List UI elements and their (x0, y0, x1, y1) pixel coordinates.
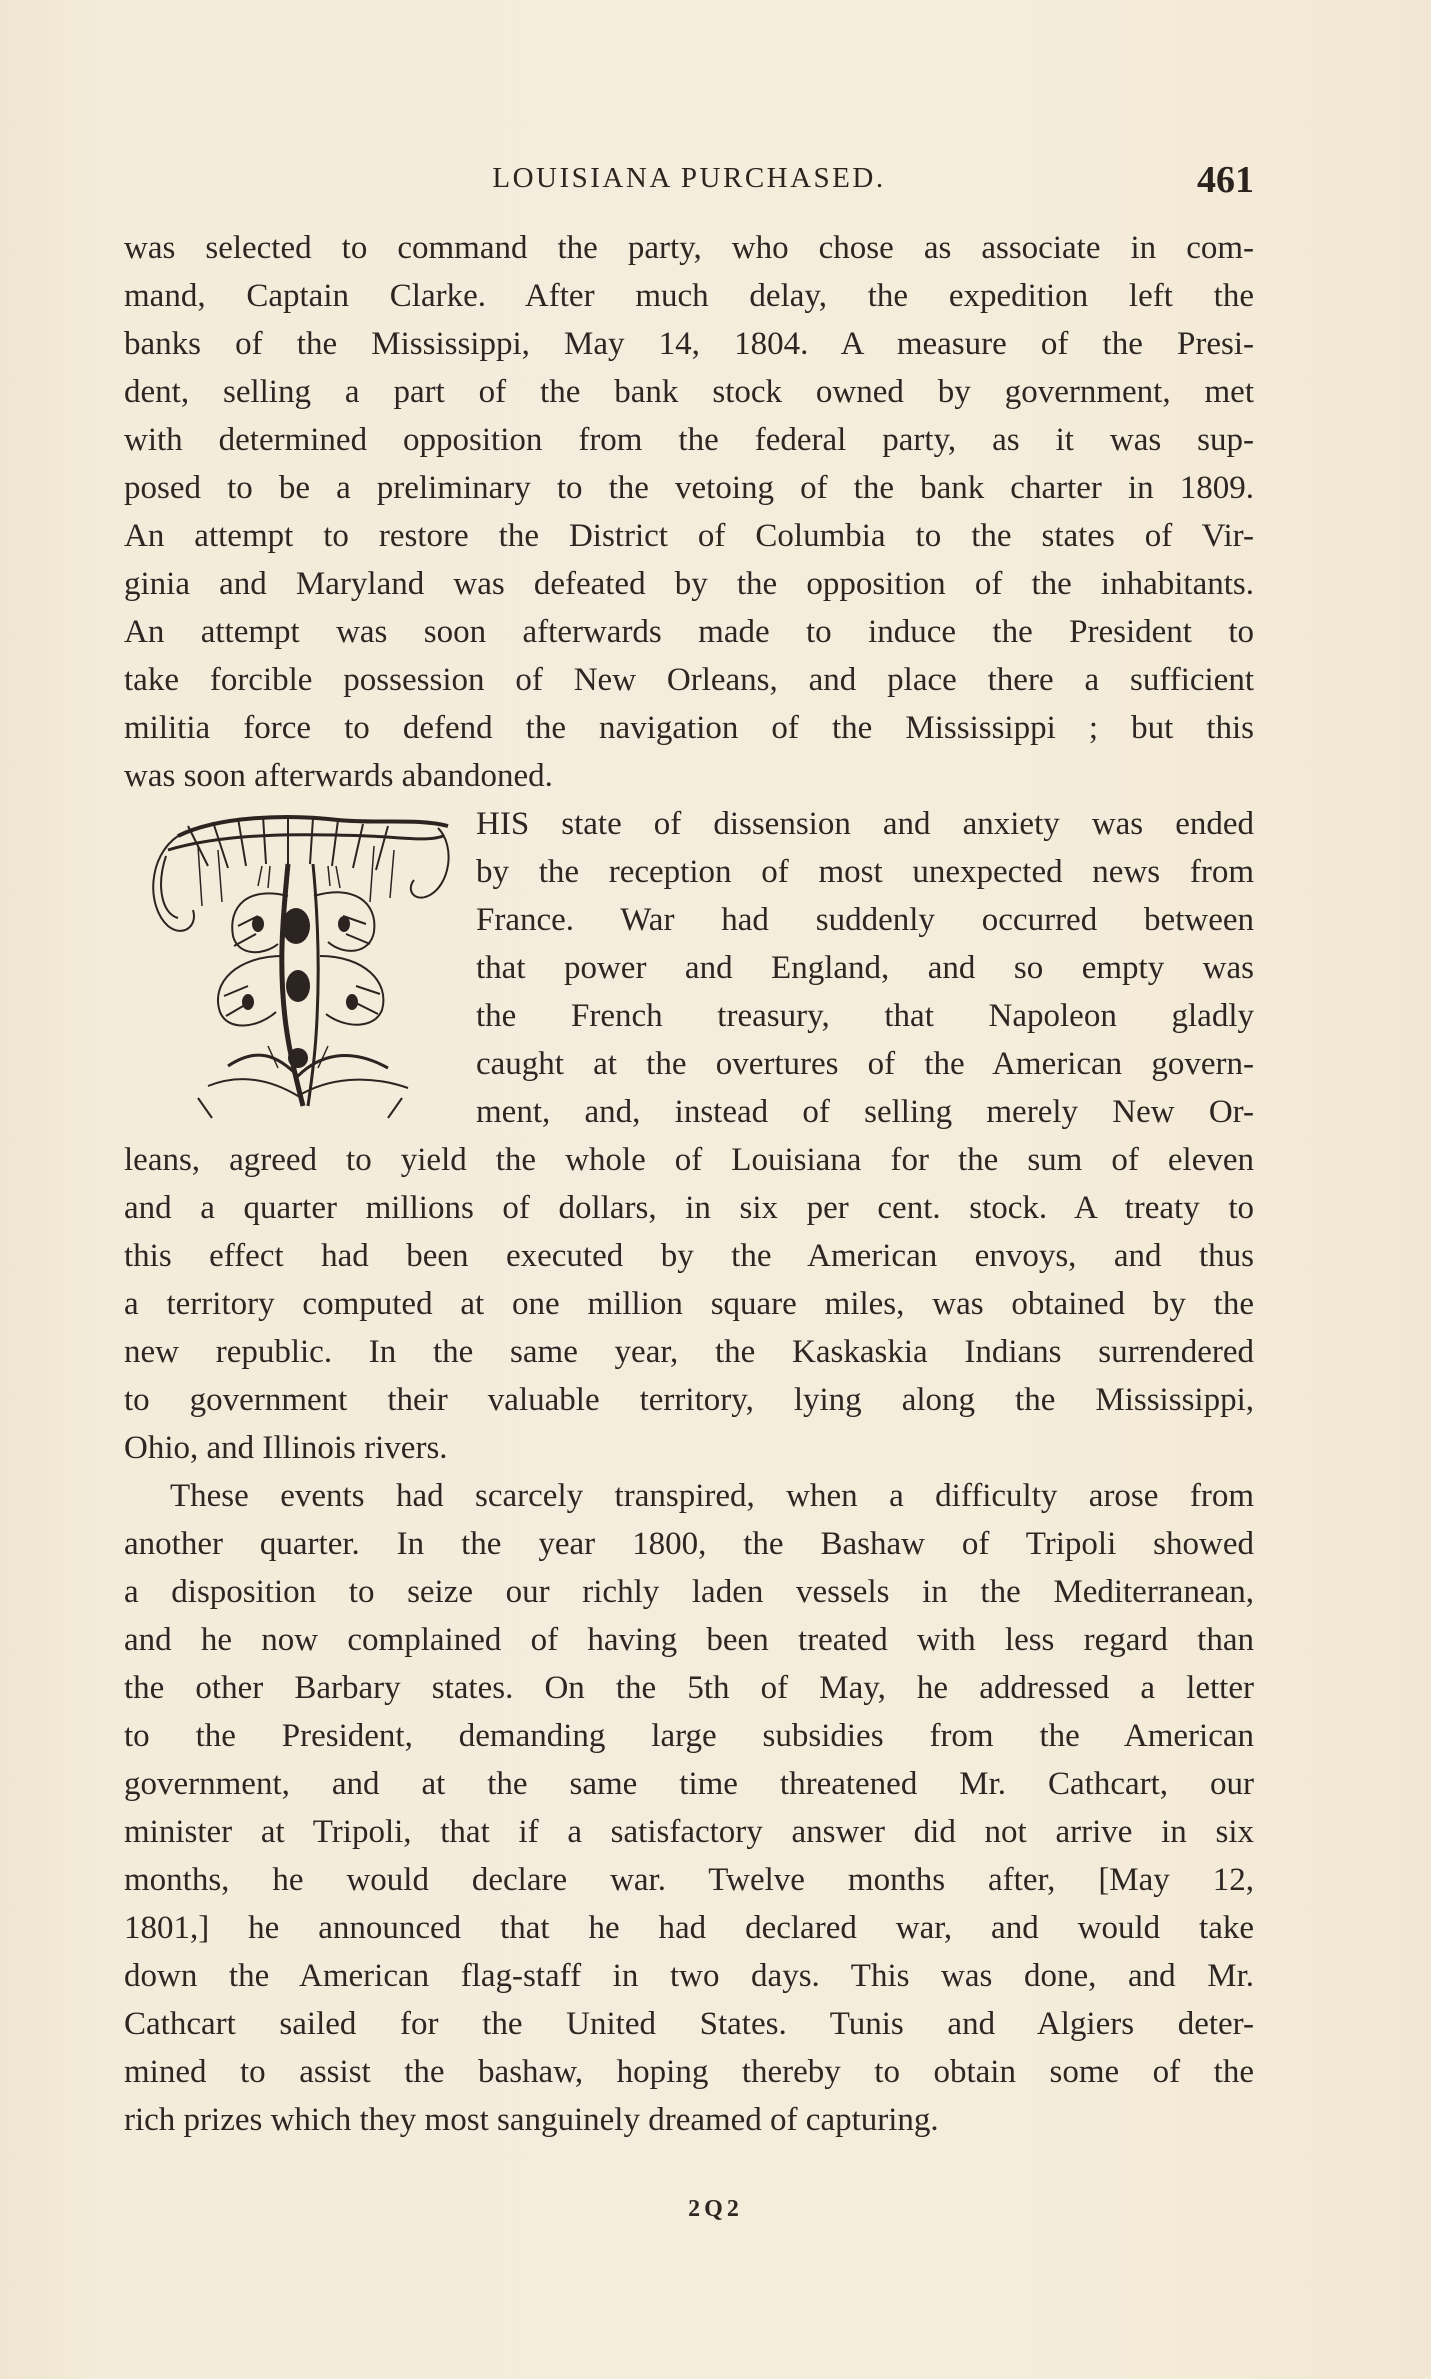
dropcap-adjacent-lines (476, 800, 1254, 1136)
text-line: An attempt to restore the District of Columbia to the states of Vir- (124, 518, 1254, 554)
text-line: posed to be a preliminary to the vetoing of the bank charter in 1809. (124, 470, 1254, 506)
text-line: to government their valuable territory, lying along the Mississippi, (124, 1382, 1254, 1418)
text-line: rich prizes which they most sanguinely dreamed of capturing. (124, 2102, 939, 2138)
text-line: to the President, demanding large subsidies from the American (124, 1718, 1254, 1754)
text-line: An attempt was soon afterwards made to induce the President to (124, 614, 1254, 650)
text-line: a territory computed at one million square miles, was obtained by the (124, 1286, 1254, 1322)
text-line: France. War had suddenly occurred between (476, 902, 1254, 938)
paragraph-1 (124, 224, 1254, 800)
text-line: caught at the overtures of the American govern- (476, 1046, 1254, 1082)
text-line: a disposition to seize our richly laden vessels in the Mediterranean, (124, 1574, 1254, 1610)
text-line: and he now complained of having been treated with less regard than (124, 1622, 1254, 1658)
text-line: mined to assist the bashaw, hoping thereby to obtain some of the (124, 2054, 1254, 2090)
text-line: months, he would declare war. Twelve months after, [May 12, (124, 1862, 1254, 1898)
paragraph-3 (124, 1472, 1254, 2144)
text-line: banks of the Mississippi, May 14, 1804. A measure of the Presi- (124, 326, 1254, 362)
signature-mark: 2Q2 (688, 2196, 743, 2222)
text-line: and a quarter millions of dollars, in six per cent. stock. A treaty to (124, 1190, 1254, 1226)
body-text (124, 224, 1254, 2144)
text-line: the French treasury, that Napoleon gladly (476, 998, 1254, 1034)
text-line: ginia and Maryland was defeated by the opposition of the inhabitants. (124, 566, 1254, 602)
page-number: 461 (1197, 159, 1254, 201)
text-line: dent, selling a part of the bank stock owned by government, met (124, 374, 1254, 410)
text-line: leans, agreed to yield the whole of Louisiana for the sum of eleven (124, 1142, 1254, 1178)
text-line: ment, and, instead of selling merely New Or- (476, 1094, 1254, 1130)
text-line: HIS state of dissension and anxiety was ended (476, 806, 1254, 842)
text-line: by the reception of most unexpected news from (476, 854, 1254, 890)
text-line: government, and at the same time threatened Mr. Cathcart, our (124, 1766, 1254, 1802)
text-line: take forcible possession of New Orleans, and place there a sufficient (124, 662, 1254, 698)
text-line: this effect had been executed by the American envoys, and thus (124, 1238, 1254, 1274)
text-line: mand, Captain Clarke. After much delay, the expedition left the (124, 278, 1254, 314)
text-line: new republic. In the same year, the Kaskaskia Indians surrendered (124, 1334, 1254, 1370)
text-line: the other Barbary states. On the 5th of May, he addressed a letter (124, 1670, 1254, 1706)
paragraph-2-continued (124, 1136, 1254, 1472)
paragraph-2-opening (124, 800, 1254, 1136)
text-line: Cathcart sailed for the United States. Tunis and Algiers deter- (124, 2006, 1254, 2042)
page-header (124, 158, 1254, 208)
text-line: was soon afterwards abandoned. (124, 758, 553, 794)
text-line: with determined opposition from the federal party, as it was sup- (124, 422, 1254, 458)
text-line: militia force to defend the navigation of the Mississippi ; but this (124, 710, 1254, 746)
text-line: that power and England, and so empty was (476, 950, 1254, 986)
ornamental-dropcap-t-icon (138, 806, 456, 1126)
text-line: was selected to command the party, who chose as associate in com- (124, 230, 1254, 266)
text-line: another quarter. In the year 1800, the Bashaw of Tripoli showed (124, 1526, 1254, 1562)
text-line: 1801,] he announced that he had declared war, and would take (124, 1910, 1254, 1946)
text-line: down the American flag-staff in two days. This was done, and Mr. (124, 1958, 1254, 1994)
text-line: These events had scarcely transpired, when a difficulty arose from (170, 1478, 1254, 1514)
running-head: LOUISIANA PURCHASED. (492, 162, 886, 194)
text-line: minister at Tripoli, that if a satisfactory answer did not arrive in six (124, 1814, 1254, 1850)
text-line: Ohio, and Illinois rivers. (124, 1430, 448, 1466)
